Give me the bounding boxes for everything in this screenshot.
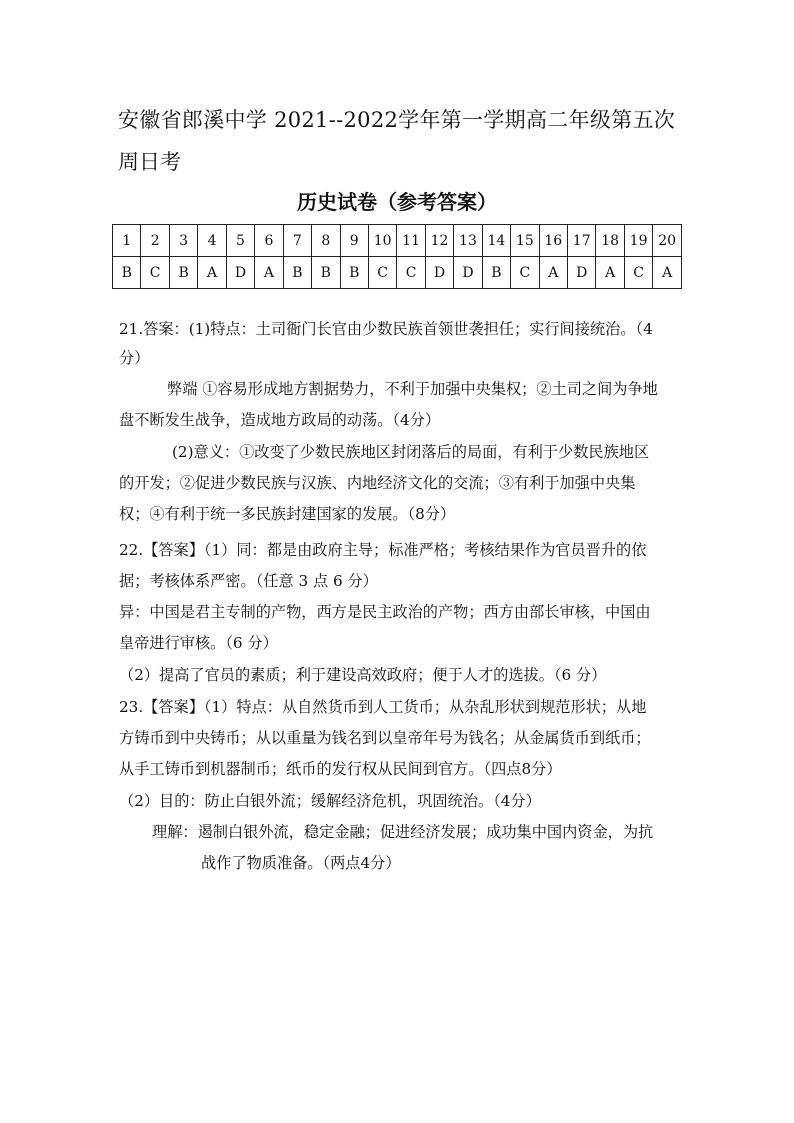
answer-table-number-cell: 3 xyxy=(169,225,197,257)
answer-table-answer-cell: B xyxy=(169,257,197,289)
answer-table-answer-cell: A xyxy=(653,257,682,289)
answer-table xyxy=(112,224,682,289)
answer-table-answer-cell: B xyxy=(312,257,340,289)
answer-table-number-cell: 11 xyxy=(397,225,425,257)
answer-table-answer-cell: C xyxy=(624,257,652,289)
q22-line3: 异：中国是君主专制的产物，西方是民主政治的产物；西方由部长审核，中国由 xyxy=(119,603,651,621)
answer-table-number-cell: 7 xyxy=(283,225,311,257)
answer-table-number-cell: 5 xyxy=(226,225,254,257)
answer-table-answer-cell: A xyxy=(255,257,283,289)
answer-table-number-cell: 17 xyxy=(568,225,596,257)
q21-line5: (2)意义：①改变了少数民族地区封闭落后的局面，有利于少数民族地区 xyxy=(172,443,650,461)
q22-line1: 22.【答案】（1）同：都是由政府主导；标准严格；考核结果作为官员晋升的依 xyxy=(119,541,647,559)
q23-line6: 战作了物质准备。（两点4分） xyxy=(201,854,401,872)
answer-table-number-cell: 13 xyxy=(454,225,482,257)
q21-line4: 盘不断发生战争，造成地方政局的动荡。（4分） xyxy=(119,411,441,429)
exam-subtitle: 历史试卷（参考答案） xyxy=(297,190,497,214)
answer-table-number-cell: 16 xyxy=(539,225,567,257)
q21-line6: 的开发；②促进少数民族与汉族、内地经济文化的交流；③有利于加强中央集 xyxy=(119,474,636,492)
answer-table-answer-cell: C xyxy=(397,257,425,289)
answer-table-number-cell: 15 xyxy=(511,225,539,257)
answer-table-number-cell: 2 xyxy=(141,225,169,257)
answer-table-answer-row xyxy=(113,257,682,289)
answer-table-number-cell: 1 xyxy=(113,225,141,257)
answer-table-number-cell: 12 xyxy=(425,225,453,257)
answer-table-answer-cell: A xyxy=(198,257,226,289)
answer-table-number-row xyxy=(113,225,682,257)
q21-line3: 弊端 ①容易形成地方割据势力，不利于加强中央集权；②土司之间为争地 xyxy=(167,380,658,398)
answer-table-answer-cell: D xyxy=(568,257,596,289)
answer-table-number-cell: 19 xyxy=(624,225,652,257)
answer-table-answer-cell: C xyxy=(141,257,169,289)
answer-table-number-cell: 6 xyxy=(255,225,283,257)
answer-table-number-cell: 10 xyxy=(368,225,396,257)
answer-table-number-cell: 18 xyxy=(596,225,624,257)
q22-line5: （2）提高了官员的素质；利于建设高效政府；便于人才的选拔。（6 分） xyxy=(119,666,607,684)
answer-table-answer-cell: D xyxy=(226,257,254,289)
answer-table-number-cell: 9 xyxy=(340,225,368,257)
answer-table-answer-cell: B xyxy=(482,257,510,289)
exam-title-line1: 安徽省郎溪中学 2021--2022学年第一学期高二年级第五次 xyxy=(118,108,676,132)
q23-line1: 23.【答案】（1）特点：从自然货币到人工货币；从杂乱形状到规范形状；从地 xyxy=(119,698,647,716)
answer-table-number-cell: 4 xyxy=(198,225,226,257)
answer-table-answer-cell: D xyxy=(425,257,453,289)
answer-table-answer-cell: D xyxy=(454,257,482,289)
answer-table-answer-cell: B xyxy=(340,257,368,289)
q23-line4: （2）目的：防止白银外流；缓解经济危机，巩固统治。（4分） xyxy=(119,792,541,810)
q21-line1: 21.答案：(1)特点：土司衙门长官由少数民族首领世袭担任；实行间接统治。（4 xyxy=(119,320,653,338)
q21-line2: 分） xyxy=(119,349,150,367)
exam-title-line2: 周日考 xyxy=(118,150,181,174)
answer-table-answer-cell: C xyxy=(511,257,539,289)
q23-line2: 方铸币到中央铸币；从以重量为钱名到以皇帝年号为钱名；从金属货币到纸币； xyxy=(119,729,651,747)
answer-table-number-cell: 8 xyxy=(312,225,340,257)
q23-line3: 从手工铸币到机器制币；纸币的发行权从民间到官方。（四点8分） xyxy=(119,760,562,778)
q22-line4: 皇帝进行审核。（6 分） xyxy=(119,634,278,652)
answer-table-answer-cell: C xyxy=(368,257,396,289)
q21-line7: 权；④有利于统一多民族封建国家的发展。（8分） xyxy=(119,505,456,523)
answer-table-number-cell: 14 xyxy=(482,225,510,257)
q23-line5: 理解：遏制白银外流，稳定金融；促进经济发展；成功集中国内资金，为抗 xyxy=(152,823,654,841)
answer-table-number-cell: 20 xyxy=(653,225,682,257)
answer-table-answer-cell: A xyxy=(596,257,624,289)
q22-line2: 据；考核体系严密。（任意 3 点 6 分） xyxy=(119,572,378,590)
answer-table-answer-cell: A xyxy=(539,257,567,289)
answer-table-answer-cell: B xyxy=(113,257,141,289)
answer-table-answer-cell: B xyxy=(283,257,311,289)
